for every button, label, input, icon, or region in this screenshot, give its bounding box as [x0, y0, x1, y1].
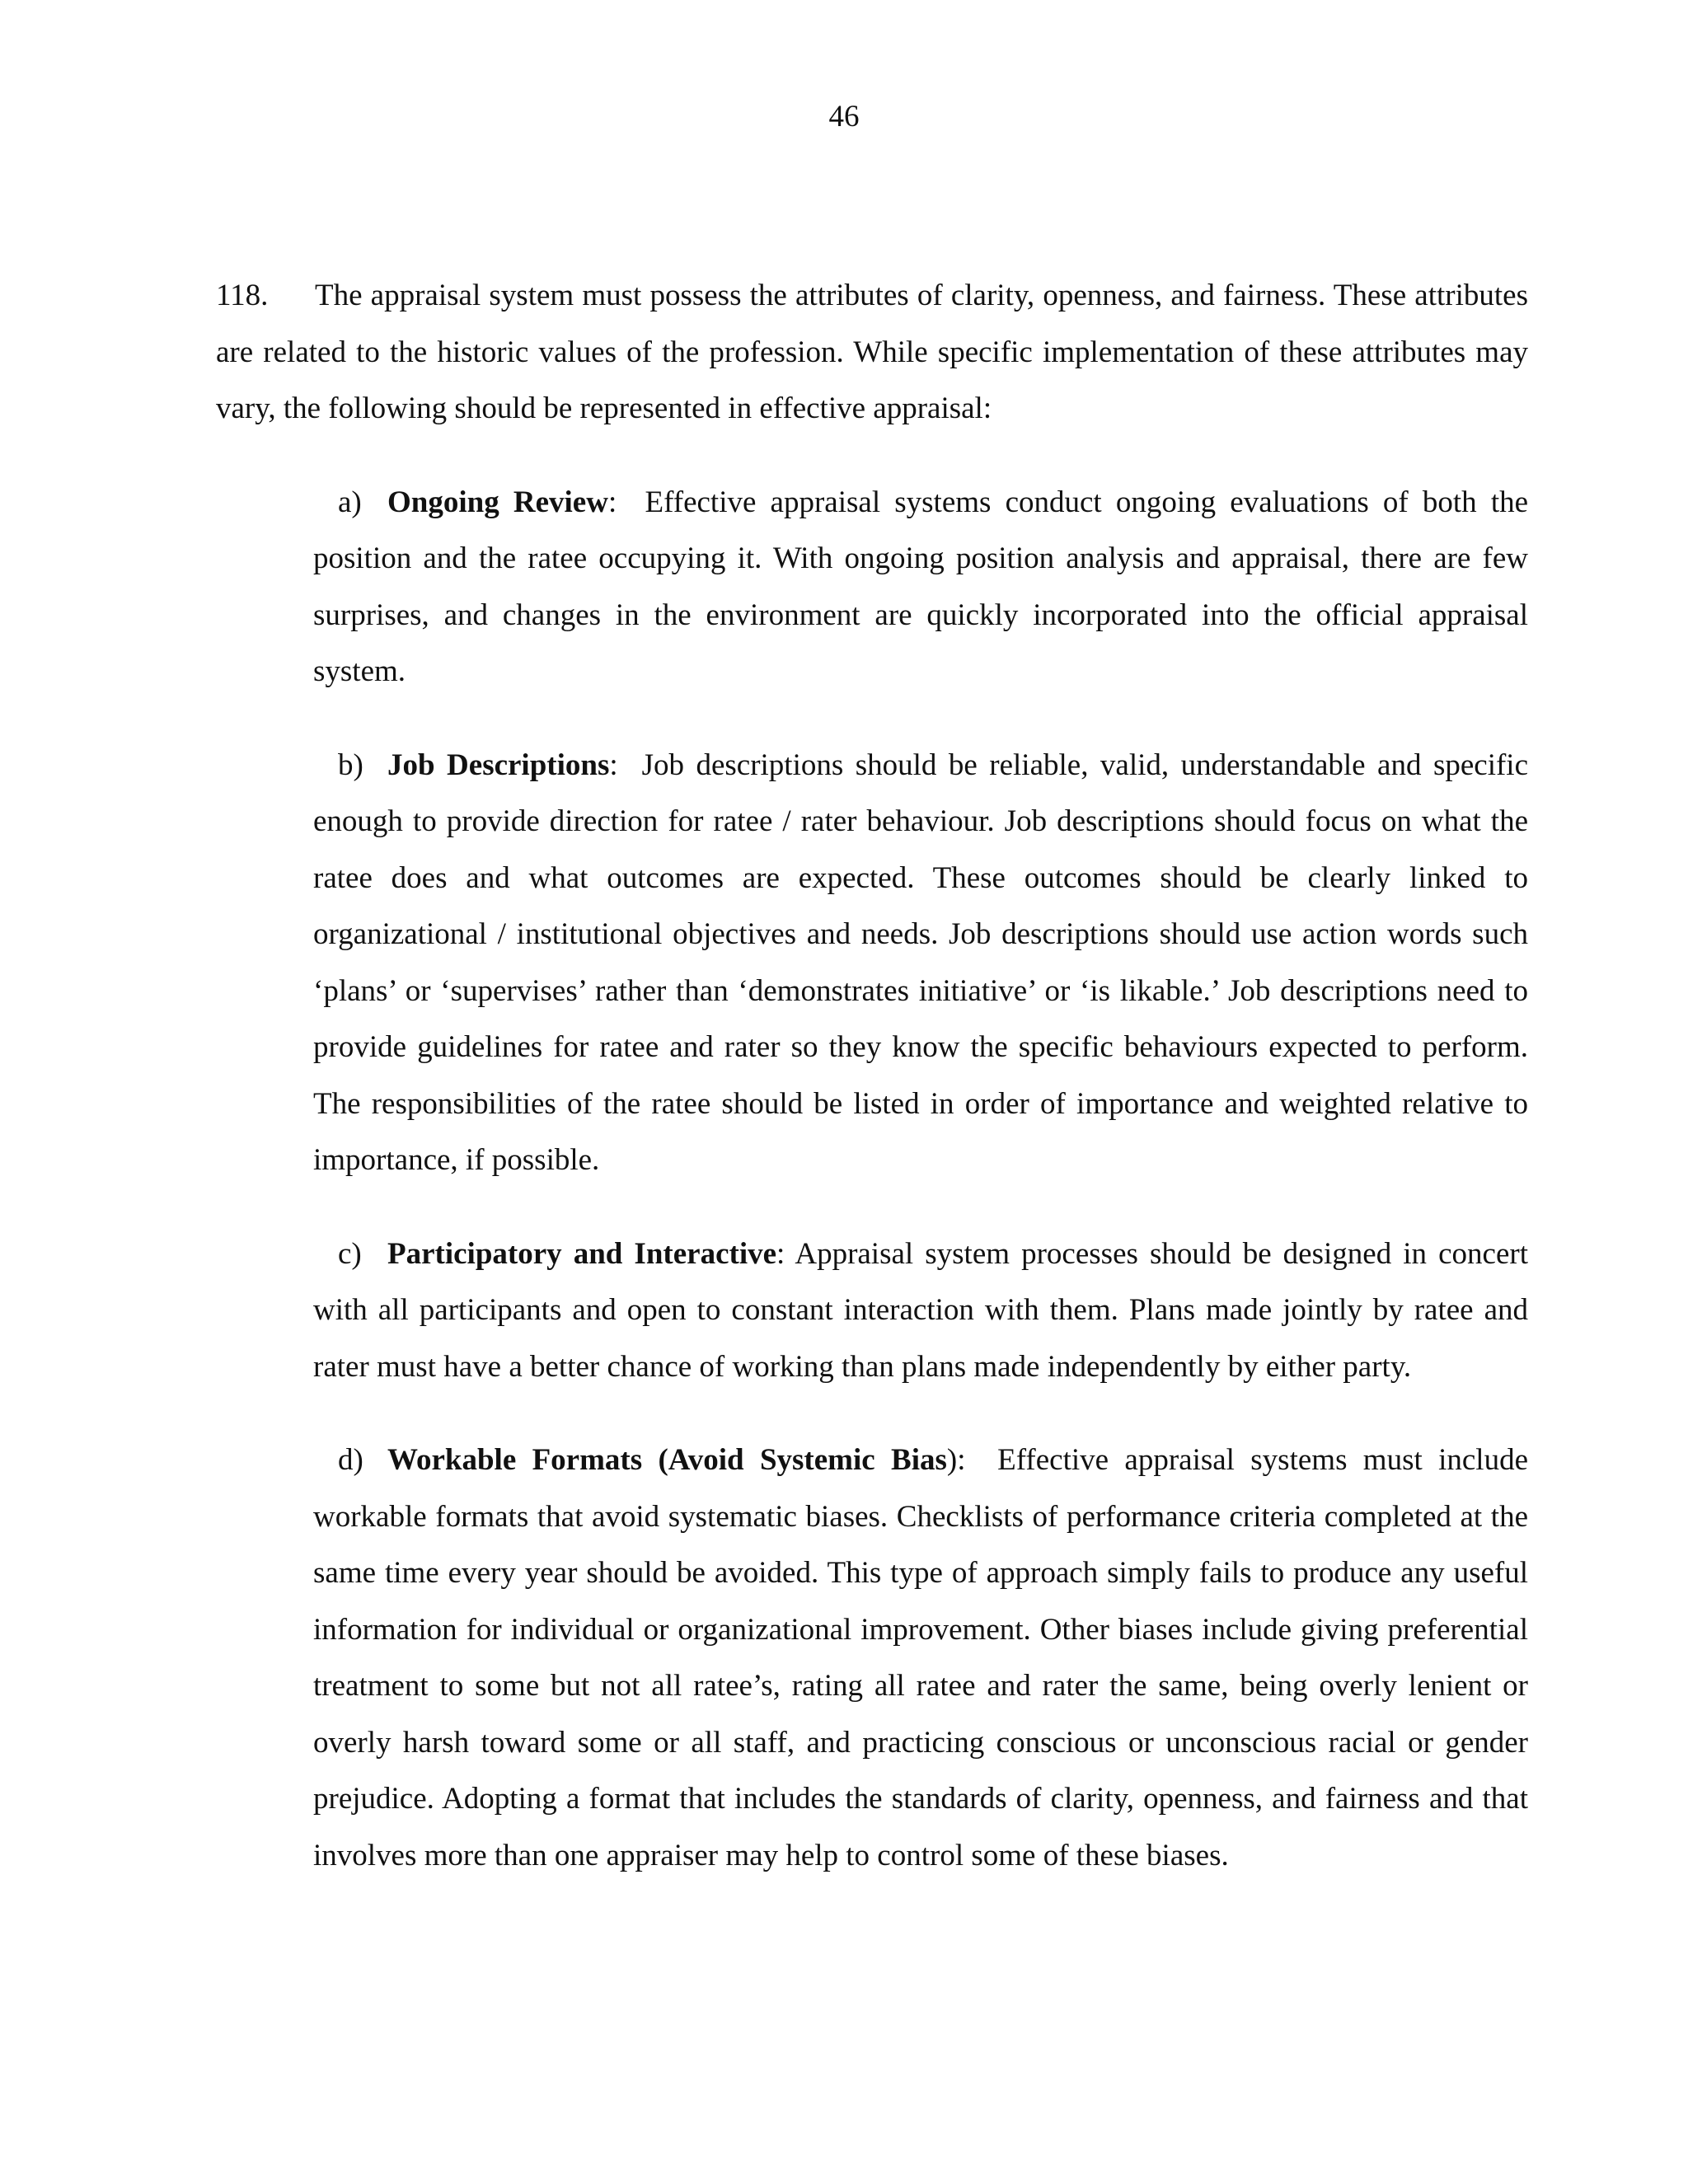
item-title: Workable Formats (Avoid Systemic Bias [387, 1443, 947, 1477]
item-letter: d) [338, 1443, 363, 1477]
item-text: Job descriptions should be reliable, valid, understandable and specific enough to provide direction for ratee / rater behaviour. Job descriptions should focus on what the ratee does and what outcomes are expected. These outcomes should be clearly linked to organizational / institutional objectives and needs. Job descriptions should use action words such ‘plans’ or ‘supervises’ rather than ‘demonstrates initiative’ or ‘is likable.’ Job descriptions need to provide guidelines for ratee and rater so they know the specific behaviours expected to perform. The responsibilities of the ratee should be listed in order of importance and weighted relative to importance, if possible. [313, 748, 1528, 1177]
item-separator: : [609, 748, 642, 782]
list-item-b [313, 738, 1528, 1189]
paragraph-number: 118. [216, 279, 269, 312]
item-title: Ongoing Review [387, 485, 608, 519]
item-text: Appraisal system processes should be designed in concert with all participants and open to constant interaction with them. Plans made jointly by ratee and rater must have a better chance of working than plans made independently by either party. [313, 1236, 1528, 1384]
item-separator: : [607, 485, 645, 519]
paragraph-118 [216, 268, 1528, 438]
item-separator: : [776, 1236, 795, 1271]
item-separator: ): [946, 1443, 998, 1477]
list-item-d [313, 1432, 1528, 1884]
item-letter: a) [338, 485, 362, 519]
list-item-c [313, 1226, 1528, 1396]
item-text: Effective appraisal systems conduct ongoing evaluations of both the position and the ratee occupying it. With ongoing position analysis and appraisal, there are few surprises, and changes in the environment are quickly incorporated into the official appraisal system. [313, 485, 1529, 688]
item-title: Job Descriptions [387, 748, 610, 782]
item-title: Participatory and Interactive [387, 1236, 777, 1271]
list-item-a [313, 475, 1528, 701]
item-letter: c) [338, 1236, 362, 1271]
page-number: 46 [828, 100, 860, 134]
paragraph-text: The appraisal system must possess the attributes of clarity, openness, and fairness. These attributes are related to the historic values of the profession. While specific implementation of these attributes may vary, the following should be represented in effective appraisal: [216, 279, 1528, 425]
item-text: Effective appraisal systems must include workable formats that avoid systematic biases. Checklists of performance criteria completed at the same time every year should be avoided. This type of approach simply fails to produce any useful information for individual or organizational improvement. Other biases include giving preferential treatment to some but not all ratee’s, rating all ratee and rater the same, being overly lenient or overly harsh toward some or all staff, and practicing conscious or unconscious racial or gender prejudice. Adopting a format that includes the standards of clarity, openness, and fairness and that involves more than one appraiser may help to control some of these biases. [313, 1443, 1528, 1872]
page-content [216, 268, 1528, 1884]
item-letter: b) [338, 748, 363, 782]
